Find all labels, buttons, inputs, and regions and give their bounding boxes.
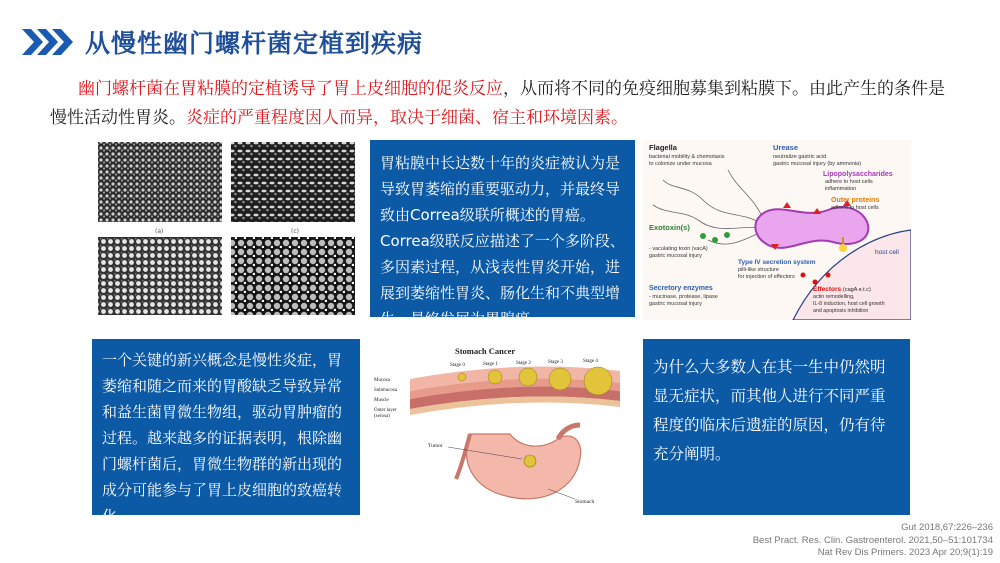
effectors-desc-3: and apoptosis inhibition [813,308,869,314]
exotoxin-desc-1: - vaculating toxin (vacA) [649,246,708,252]
sem-label-c: (c) [291,228,299,235]
citation-1: Gut 2018,67:226–236 [901,522,993,533]
intro-red-text-1: 幽门螺杆菌在胃粘膜的定植诱导了胃上皮细胞的促炎反应 [78,79,503,99]
t4ss-desc-2: for injection of effectors [738,274,795,280]
lps-label: Lipopolysaccharides [823,171,893,178]
outer-proteins-desc: adhere to host cells [831,205,879,211]
bacterium-virulence-diagram [643,140,911,320]
stage-1-label: Stage 1 [483,362,498,367]
flagella-label: Flagella [649,143,677,152]
citation-2: Best Pract. Res. Clin. Gastroenterol. 2021,50–51:101734 [752,534,993,546]
text-box-correa-cascade: 胃粘膜中长达数十年的炎症被认为是导致胃萎缩的重要驱动力，并最终导致由Correa级联所概述的胃癌。Correa级联反应描述了一个多阶段、多因素过程，从浅表性胃炎开始，进展到萎缩性胃炎、肠化生和不典型增生，最终发展为胃腺癌。 [370,140,635,317]
urease-label: Urease [773,143,799,152]
t4ss-label: Type IV secretion system [738,259,816,266]
flagella-desc-1: bacterial mobility & chemotaxis [649,154,725,160]
page-title: 从慢性幽门螺杆菌定植到疾病 [85,29,424,58]
stage-0-label: Stage 0 [450,363,465,368]
urease-desc-1: neutralize gastric acid [773,154,827,160]
exotoxin-desc-2: gastric mucosal injury [649,253,702,259]
citations [753,522,993,560]
sem-micrograph-figure [93,140,360,317]
lps-desc-1: adhere to host cells [825,179,873,185]
stomach-diagram-title: Stomach Cancer [455,346,516,356]
stage-4-label: Stage 4 [583,359,598,364]
citation-3: Nat Rev Dis Primers. 2023 Apr 20;9(1):19 [817,547,993,558]
intro-red-text-2: 炎症的严重程度因人而异，取决于细菌、宿主和环境因素。 [186,108,628,128]
tumor-label: Tumor [428,443,443,449]
layer-serosa-label: (serosa) [374,414,390,419]
host-cell-label: host cell [875,249,899,256]
layer-mucosa-label: Mucosa [374,378,390,383]
layer-submucosa-label: Submucosa [374,388,398,393]
layer-muscle-label: Muscle [374,398,389,403]
secretory-desc-2: gastric mucosal injury [649,301,702,307]
flagella-desc-2: to colonize under mucosa [649,161,712,167]
effectors-label: Effectors (cagA e.t.c) [813,286,871,293]
intro-paragraph [50,75,950,133]
stomach-label: Stomach [575,499,595,505]
sem-micrograph-image [93,140,360,317]
lps-desc-2: inflammation [825,186,857,192]
secretory-enzymes-label: Secretory enzymes [649,285,713,292]
stage-2-label: Stage 2 [516,361,531,366]
chevron-icon [22,27,74,57]
t4ss-desc-1: pilli-like structure [738,267,779,273]
outer-proteins-label: Outer proteins [831,197,880,204]
exotoxin-label: Exotoxin(s) [649,223,690,232]
stage-3-label: Stage 3 [548,360,563,365]
effectors-desc-1: actin remodelling, [813,294,855,300]
intro-text: ，从而将不同的免疫细胞募集到粘膜下。由此产生的条件是慢性活动性胃炎。 [50,79,945,128]
effectors-desc-2: IL-8 induction, host cell growth [813,301,885,307]
urease-desc-2: gastric mucosal injury (by ammonia) [773,161,862,167]
secretory-desc-1: - mucinase, protease, lipase [649,294,718,300]
layer-outer-label: Outer layer [374,408,397,413]
stomach-cancer-diagram [370,339,636,515]
sem-label-a: (a) [155,228,164,235]
text-box-microbiome: 一个关键的新兴概念是慢性炎症，胃萎缩和随之而来的胃酸缺乏导致异常和益生菌胃微生物组，驱动胃肿瘤的过程。越来越多的证据表明，根除幽门螺杆菌后，胃微生物群的新出现的成分可能参与了胃上皮细胞的致癌转化。 [92,339,360,515]
text-box-open-question: 为什么大多数人在其一生中仍然明显无症状，而其他人进行不同严重程度的临床后遗症的原因，仍有待充分阐明。 [643,339,910,515]
